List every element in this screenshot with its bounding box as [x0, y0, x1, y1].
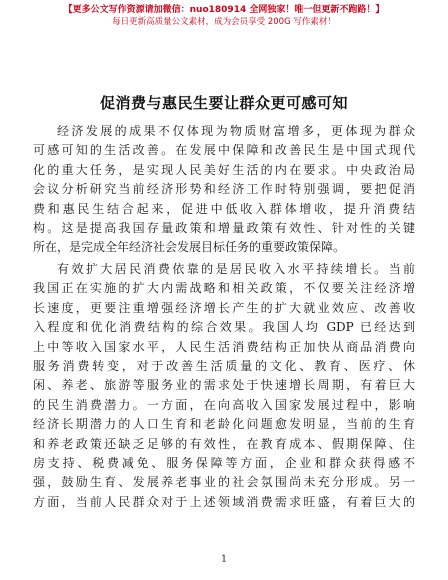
paragraph-line: 入程度和优化消费结构的综合效果。我国人均 GDP 已经达到: [33, 320, 415, 335]
paragraph-line: 强，鼓励生育、发展养老事业的社会氛围尚未充分形成。另一: [33, 475, 415, 490]
paragraph-line: 可感可知的生活改善。在发展中保障和改善民生是中国式现代: [33, 143, 415, 158]
paragraph-line: 费和惠民生结合起来，促进中低收入群体增收，提升消费结: [33, 201, 415, 216]
banner-promo-line: 【更多公文写作资源请加微信：nuo180914 全网独家！唯一但更新不跑路！】: [63, 5, 385, 15]
paragraph-line: 的民生消费潜力。一方面，在向高收入国家发展过程中，影响: [33, 397, 415, 412]
paragraph-line: 方面，当前人民群众对于上述领域消费需求旺盛，有着巨大的: [33, 494, 415, 509]
paragraph-line: 经济发展的成果不仅体现为物质财富增多，更体现为群众: [57, 124, 415, 138]
paragraph-line: 化的重大任务，是实现人民美好生活的内在要求。中央政治局: [33, 162, 415, 177]
paragraph-line: 上中等收入国家水平，人民生活消费结构正加快从商品消费向: [33, 339, 415, 354]
paragraph-1: [33, 122, 415, 258]
header-banner: [0, 4, 448, 28]
paragraph-2: [33, 260, 415, 512]
paragraph-line: 会议分析研究当前经济形势和经济工作时特别强调，要把促消: [33, 182, 415, 197]
paragraph-line: 长速度，更要注重增强经济增长产生的扩大就业效应、改善收: [33, 300, 415, 315]
paragraph-line: 房支持、税费减免、服务保障等方面，企业和群众获得感不: [33, 455, 415, 470]
paragraph-line: 构。这是提高我国存量政策和增量政策有效性、针对性的关键: [33, 220, 415, 235]
paragraph-line: 和养老政策还缺乏足够的有效性，在教育成本、假期保障、住: [33, 436, 415, 451]
paragraph-line: 我国正在实施的扩大内需战略和相关政策，不仅要关注经济增: [33, 281, 415, 296]
paragraph-line: 服务消费转变，对于改善生活质量的文化、教育、医疗、休: [33, 358, 415, 373]
paragraph-line: 经济长期潜力的人口生育和老龄化问题愈发明显，当前的生育: [33, 417, 415, 432]
page-number: 1: [220, 554, 228, 565]
paragraph-line: 有效扩大居民消费依靠的是居民收入水平持续增长。当前: [57, 262, 415, 276]
document-title: 促消费与惠民生要让群众更可感可知: [99, 94, 348, 112]
paragraph-line: 所在，是完成全年经济社会发展目标任务的重要政策保障。: [33, 240, 346, 255]
banner-subtitle-line: 每日更新高质量公文素材，成为会员享受 200G 写作素材！: [112, 17, 336, 27]
paragraph-line: 闲、养老、旅游等服务业的需求处于快速增长周期，有着巨大: [33, 378, 415, 393]
